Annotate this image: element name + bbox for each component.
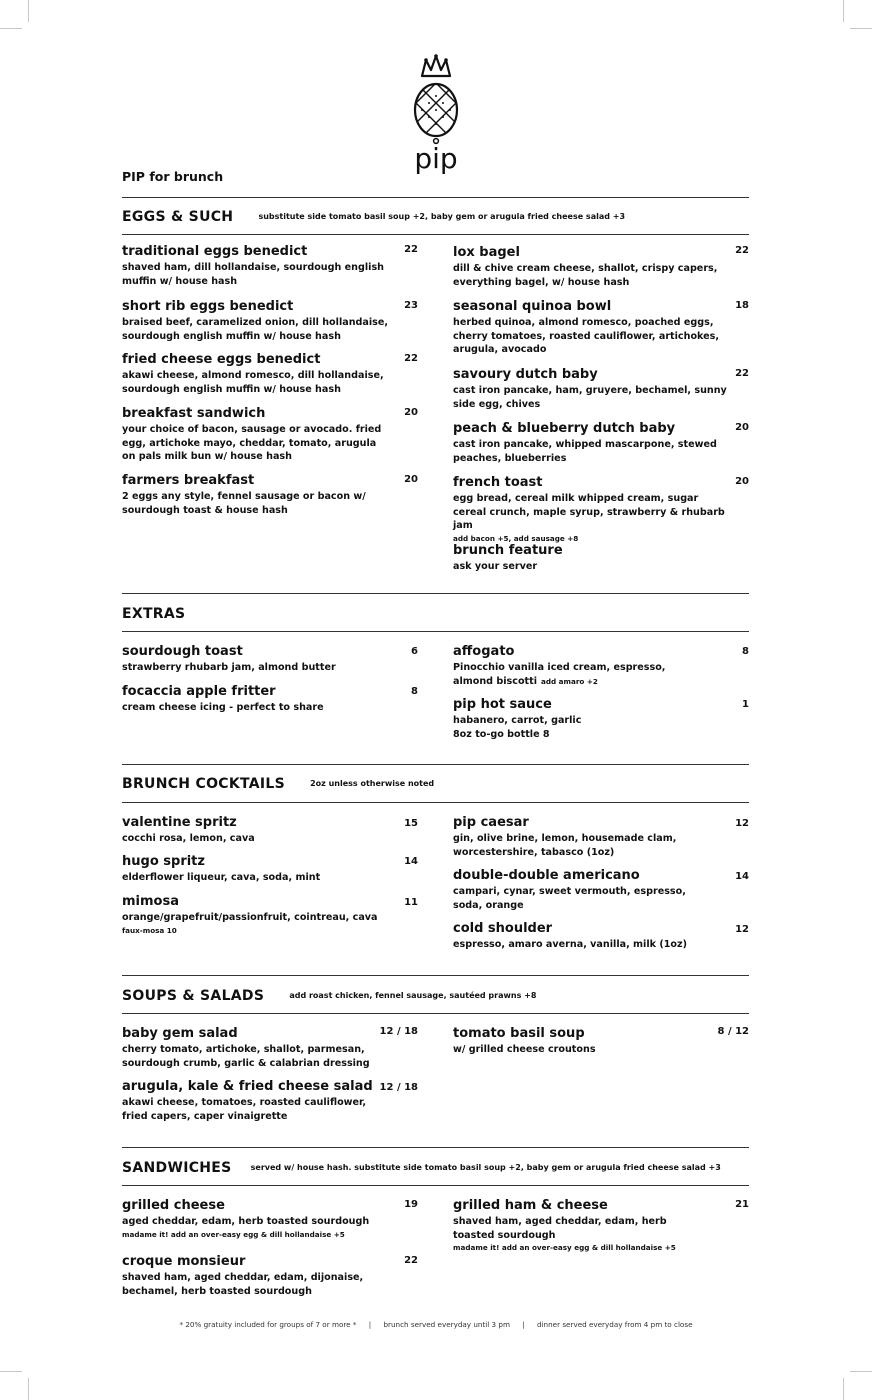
item-name: peach & blueberry dutch baby [453, 421, 676, 436]
section-divider [122, 802, 749, 803]
section-note: 2oz unless otherwise noted [310, 779, 435, 788]
item-price: 23 [404, 300, 418, 311]
menu-item [122, 472, 392, 517]
item-price: 14 [404, 856, 418, 867]
item-price: 20 [735, 476, 749, 487]
item-addon-note: add bacon +5, add sausage +8 [453, 533, 579, 543]
crop-mark [28, 1378, 29, 1400]
item-description: elderflower liqueur, cava, soda, mint [122, 872, 321, 883]
item-name: tomato basil soup [453, 1026, 585, 1041]
item-price: 20 [404, 474, 418, 485]
footer-separator: | [368, 1320, 372, 1329]
crop-mark [850, 28, 872, 29]
item-name: grilled cheese [122, 1198, 225, 1213]
menu-item [122, 298, 392, 343]
item-description: shaved ham, aged cheddar, edam, dijonaise, bechamel, herb toasted sourdough [122, 1272, 364, 1297]
cocktails-section-header [122, 773, 749, 792]
item-description: gin, olive brine, lemon, housemade clam, worcestershire, tabasco (1oz) [453, 833, 677, 858]
gratuity-note: * 20% gratuity included for groups of 7 or more * [179, 1320, 357, 1329]
item-price: 20 [735, 422, 749, 433]
item-price: 8 [411, 686, 418, 697]
item-price: 22 [404, 353, 418, 364]
item-addon-note: add amaro +2 [541, 676, 598, 686]
section-title: SANDWICHES [122, 1160, 232, 1176]
item-description: cast iron pancake, ham, gruyere, bechamel, sunny side egg, chives [453, 385, 727, 410]
item-description: aged cheddar, edam, herb toasted sourdough [122, 1216, 370, 1227]
section-divider [122, 197, 749, 198]
menu-item [453, 474, 733, 545]
dinner-hours: dinner served everyday from 4 pm to close [536, 1320, 693, 1329]
item-name: sourdough toast [122, 644, 243, 659]
item-description: cream cheese icing - perfect to share [122, 702, 324, 713]
eggs-section-header [122, 206, 749, 225]
item-price: 19 [404, 1199, 418, 1210]
crop-mark [843, 0, 844, 22]
item-description: shaved ham, dill hollandaise, sourdough english muffin w/ house hash [122, 262, 384, 287]
item-name: brunch feature [453, 543, 563, 558]
item-name: breakfast sandwich [122, 406, 266, 421]
section-title: BRUNCH COCKTAILS [122, 776, 286, 792]
section-title: SOUPS & SALADS [122, 988, 265, 1004]
item-description: akawi cheese, almond romesco, dill hollandaise, sourdough english muffin w/ house hash [122, 370, 384, 395]
menu-item [453, 867, 733, 912]
menu-item [453, 814, 733, 859]
item-name: pip caesar [453, 815, 529, 830]
item-addon-note: madame it! add an over-easy egg & dill hollandaise +5 [453, 1243, 676, 1252]
item-name: arugula, kale & fried cheese salad [122, 1079, 373, 1094]
item-addon-note: faux-mosa 10 [122, 925, 177, 935]
item-description-text: Pinocchio vanilla iced cream, espresso, almond biscotti [453, 662, 666, 687]
item-price: 21 [735, 1199, 749, 1210]
section-divider [122, 593, 749, 594]
menu-item [122, 243, 392, 288]
item-name: mimosa [122, 894, 179, 909]
item-name: grilled ham & cheese [453, 1198, 608, 1213]
footer-separator: | [522, 1320, 525, 1329]
item-description-secondary: 8oz to-go bottle 8 [453, 728, 550, 740]
item-description: braised beef, caramelized onion, dill hollandaise, sourdough english muffin w/ house hash [122, 317, 389, 342]
item-name: french toast [453, 475, 543, 490]
item-description: strawberry rhubarb jam, almond butter [122, 662, 336, 673]
item-description: your choice of bacon, sausage or avocado. fried egg, artichoke mayo, cheddar, tomato, arugula on pals milk bun w/ house hash [122, 424, 382, 462]
item-description: cocchi rosa, lemon, cava [122, 833, 255, 844]
menu-item [453, 244, 733, 289]
menu-subtitle: PIP for brunch [122, 169, 224, 184]
item-name: savoury dutch baby [453, 367, 598, 382]
item-price: 1 [742, 699, 749, 710]
item-price: 12 [735, 924, 749, 935]
menu-item [453, 420, 733, 465]
menu-item [453, 366, 733, 411]
item-name: double-double americano [453, 868, 640, 883]
item-price: 11 [404, 897, 418, 908]
menu-item [453, 298, 733, 357]
menu-item [122, 405, 392, 464]
item-description: espresso, amaro averna, vanilla, milk (1oz) [453, 939, 687, 950]
section-note: served w/ house hash. substitute side tomato basil soup +2, baby gem or arugula fried cheese salad +3 [250, 1163, 721, 1172]
item-description: habanero, carrot, garlic [453, 715, 582, 726]
menu-item [122, 1025, 377, 1070]
item-addon-note: madame it! add an over-easy egg & dill hollandaise +5 [122, 1229, 345, 1239]
item-price: 22 [735, 245, 749, 256]
item-price: 8 / 12 [717, 1026, 749, 1037]
brunch-hours: brunch served everyday until 3 pm [383, 1320, 510, 1329]
menu-item [122, 1078, 382, 1123]
item-name: croque monsieur [122, 1254, 246, 1269]
item-name: pip hot sauce [453, 697, 552, 712]
item-price: 18 [735, 300, 749, 311]
menu-item [122, 683, 392, 715]
menu-item [122, 643, 392, 675]
item-description: egg bread, cereal milk whipped cream, sugar cereal crunch, maple syrup, strawberry & rhubarb jam [453, 493, 725, 531]
menu-item [122, 814, 392, 846]
item-price: 12 / 18 [379, 1026, 418, 1037]
item-price: 22 [404, 244, 418, 255]
item-description: shaved ham, aged cheddar, edam, herb toasted sourdough [453, 1216, 667, 1241]
item-description: herbed quinoa, almond romesco, poached eggs, cherry tomatoes, roasted cauliflower, artichokes, arugula, avocado [453, 317, 720, 355]
item-name: hugo spritz [122, 854, 205, 869]
soups-section-header [122, 985, 749, 1004]
menu-footer [0, 1320, 872, 1329]
item-name: focaccia apple fritter [122, 684, 276, 699]
item-name: lox bagel [453, 245, 520, 260]
menu-item [122, 853, 392, 885]
menu-item [453, 696, 733, 741]
item-price: 6 [411, 646, 418, 657]
item-name: baby gem salad [122, 1026, 238, 1041]
item-description: w/ grilled cheese croutons [453, 1044, 596, 1055]
item-price: 15 [404, 818, 418, 829]
brand-wordmark: pip [414, 142, 458, 174]
menu-item [453, 1025, 733, 1057]
section-note: substitute side tomato basil soup +2, baby gem or arugula fried cheese salad +3 [258, 212, 626, 221]
item-description: 2 eggs any style, fennel sausage or bacon w/ sourdough toast & house hash [122, 491, 366, 516]
crop-mark [843, 1378, 844, 1400]
item-price: 8 [742, 646, 749, 657]
item-name: short rib eggs benedict [122, 299, 294, 314]
sandwiches-section-header [122, 1157, 749, 1176]
item-description [453, 661, 673, 688]
section-title: EXTRAS [122, 606, 186, 622]
section-divider [122, 234, 749, 235]
item-description: dill & chive cream cheese, shallot, crispy capers, everything bagel, w/ house hash [453, 263, 718, 288]
menu-item [453, 920, 733, 952]
item-description: campari, cynar, sweet vermouth, espresso, soda, orange [453, 886, 686, 911]
section-divider [122, 631, 749, 632]
item-description: ask your server [453, 561, 538, 572]
section-divider [122, 975, 749, 976]
section-note: add roast chicken, fennel sausage, sautéed prawns +8 [289, 991, 537, 1000]
section-title: EGGS & SUCH [122, 209, 234, 225]
item-name: fried cheese eggs benedict [122, 352, 321, 367]
item-price: 14 [735, 871, 749, 882]
section-divider [122, 764, 749, 765]
crop-mark [28, 0, 29, 22]
item-price: 22 [404, 1255, 418, 1266]
section-divider [122, 1147, 749, 1148]
section-divider [122, 1013, 749, 1014]
crop-mark [0, 1371, 22, 1372]
item-name: seasonal quinoa bowl [453, 299, 612, 314]
item-description: akawi cheese, tomatoes, roasted cauliflower, fried capers, caper vinaigrette [122, 1097, 366, 1122]
item-price: 22 [735, 368, 749, 379]
item-name: cold shoulder [453, 921, 553, 936]
crop-mark [850, 1371, 872, 1372]
menu-item [453, 1197, 733, 1254]
item-name: affogato [453, 644, 515, 659]
menu-item [122, 893, 397, 937]
item-price: 12 [735, 818, 749, 829]
pineapple-crown-icon [405, 52, 467, 174]
logo [405, 52, 467, 174]
section-divider [122, 1185, 749, 1186]
menu-item [122, 1253, 377, 1298]
item-price: 12 / 18 [379, 1082, 418, 1093]
menu-item [453, 542, 733, 574]
item-name: farmers breakfast [122, 473, 255, 488]
item-description: orange/grapefruit/passionfruit, cointreau, cava [122, 912, 378, 923]
menu-item [453, 643, 733, 688]
item-name: valentine spritz [122, 815, 237, 830]
item-price: 20 [404, 407, 418, 418]
extras-section-header [122, 603, 749, 622]
menu-item [122, 1197, 397, 1241]
item-description: cherry tomato, artichoke, shallot, parmesan, sourdough crumb, garlic & calabrian dressing [122, 1044, 370, 1069]
crop-mark [0, 28, 22, 29]
menu-item [122, 351, 392, 396]
item-description: cast iron pancake, whipped mascarpone, stewed peaches, blueberries [453, 439, 717, 464]
item-name: traditional eggs benedict [122, 244, 308, 259]
